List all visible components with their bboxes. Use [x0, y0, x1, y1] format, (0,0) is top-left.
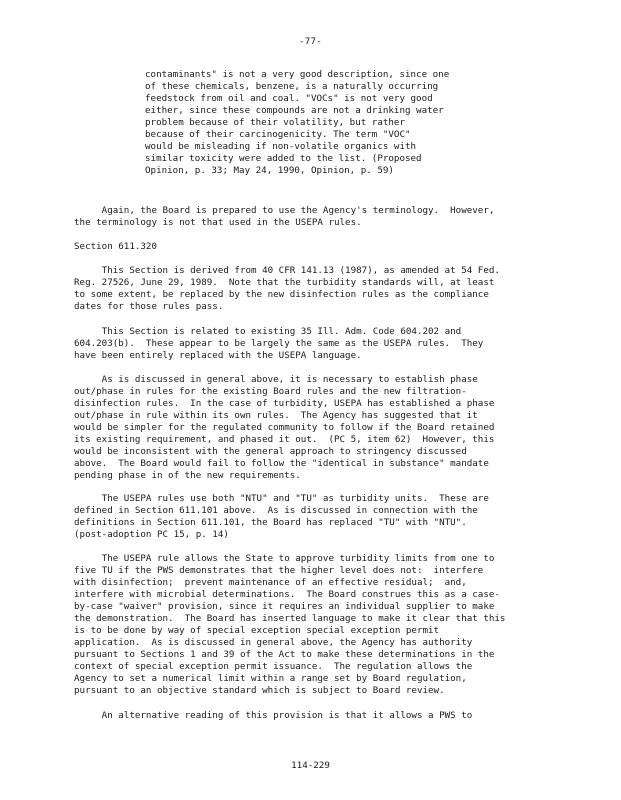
text-line: interfere with microbial determinations. The Board construes this as a case- [74, 589, 500, 600]
text-line: definitions in Section 611.101, the Board has replaced "TU" with "NTU". [74, 517, 467, 528]
paragraph-related [74, 326, 483, 362]
text-line: feedstock from oil and coal. "VOCs" is not very good [145, 93, 433, 104]
paragraph-again [74, 205, 494, 229]
text-line: with disinfection; prevent maintenance of an effective residual; and, [74, 577, 467, 588]
text-line: dates for those rules pass. [74, 301, 224, 312]
text-line: Opinion, p. 33; May 24, 1990, Opinion, p. 59) [145, 165, 394, 176]
text-line: pursuant to an objective standard which is subject to Board review. [74, 685, 445, 696]
text-line: contaminants" is not a very good description, since one [145, 69, 450, 80]
page-footer: 114-229 [291, 760, 330, 771]
text-line: Again, the Board is prepared to use the Agency's terminology. However, [74, 205, 495, 216]
text-line: of these chemicals, benzene, is a naturally occurring [145, 81, 439, 92]
page-number: -77- [299, 36, 322, 47]
text-line: application. As is discussed in general above, the Agency has authority [74, 637, 473, 648]
text-line: context of special exception permit issuance. The regulation allows the [74, 661, 473, 672]
text-line: problem because of their volatility, but rather [145, 117, 405, 128]
text-line: defined in Section 611.101 above. As is discussed in connection with the [74, 505, 478, 516]
text-line: above. The Board would fail to follow the "identical in substance" mandate [74, 458, 489, 469]
text-line: As is discussed in general above, it is necessary to establish phase [74, 374, 478, 385]
text-line: pending phase in of the new requirements. [74, 470, 301, 481]
paragraph-allows [74, 553, 505, 697]
text-line: is to be done by way of special exception special exception permit [74, 625, 440, 636]
text-line: An alternative reading of this provision is that it allows a PWS to [74, 710, 473, 721]
text-line: either, since these compounds are not a drinking water [145, 105, 444, 116]
text-line: its existing requirement, and phased it out. (PC 5, item 62) However, this [74, 434, 495, 445]
text-line: out/phase in rules for the existing Board rules and the new filtration- [74, 386, 467, 397]
text-line: by-case "waiver" provision, since it requires an individual supplier to make [74, 601, 495, 612]
paragraph-alternative [74, 710, 472, 722]
text-line: Reg. 27526, June 29, 1989. Note that the turbidity standards will, at least [74, 277, 495, 288]
quoted-excerpt [145, 69, 449, 177]
text-line: the demonstration. The Board has inserted language to make it clear that this [74, 613, 506, 624]
text-line: similar toxicity were added to the list. (Proposed [145, 153, 422, 164]
paragraph-units [74, 493, 489, 541]
text-line: because of their carcinogenicity. The term "VOC" [145, 129, 411, 140]
text-line: Agency to set a numerical limit within a range set by Board regulation, [74, 673, 467, 684]
text-line: five TU if the PWS demonstrates that the higher level does not: interfere [74, 565, 484, 576]
text-line: 604.203(b). These appear to be largely the same as the USEPA rules. They [74, 338, 484, 349]
text-line: would be simpler for the regulated community to follow if the Board retained [74, 422, 495, 433]
text-line: disinfection rules. In the case of turbidity, USEPA has established a phase [74, 398, 495, 409]
section-heading: Section 611.320 [74, 241, 157, 252]
text-line: pursuant to Sections 1 and 39 of the Act to make these determinations in the [74, 649, 495, 660]
text-line: the terminology is not that used in the USEPA rules. [74, 217, 362, 228]
text-line: This Section is derived from 40 CFR 141.13 (1987), as amended at 54 Fed. [74, 265, 500, 276]
text-line: (post-adoption PC 15, p. 14) [74, 529, 229, 540]
paragraph-derived [74, 265, 500, 313]
text-line: would be inconsistent with the general approach to stringency discussed [74, 446, 467, 457]
text-line: out/phase in rule within its own rules. The Agency has suggested that it [74, 410, 478, 421]
text-line: The USEPA rules use both "NTU" and "TU" as turbidity units. These are [74, 493, 489, 504]
text-line: would be misleading if non-volatile organics with [145, 141, 417, 152]
text-line: have been entirely replaced with the USEPA language. [74, 350, 362, 361]
text-line: to some extent, be replaced by the new disinfection rules as the compliance [74, 289, 489, 300]
text-line: This Section is related to existing 35 Ill. Adm. Code 604.202 and [74, 326, 462, 337]
text-line: The USEPA rule allows the State to approve turbidity limits from one to [74, 553, 495, 564]
paragraph-discussed [74, 374, 494, 482]
